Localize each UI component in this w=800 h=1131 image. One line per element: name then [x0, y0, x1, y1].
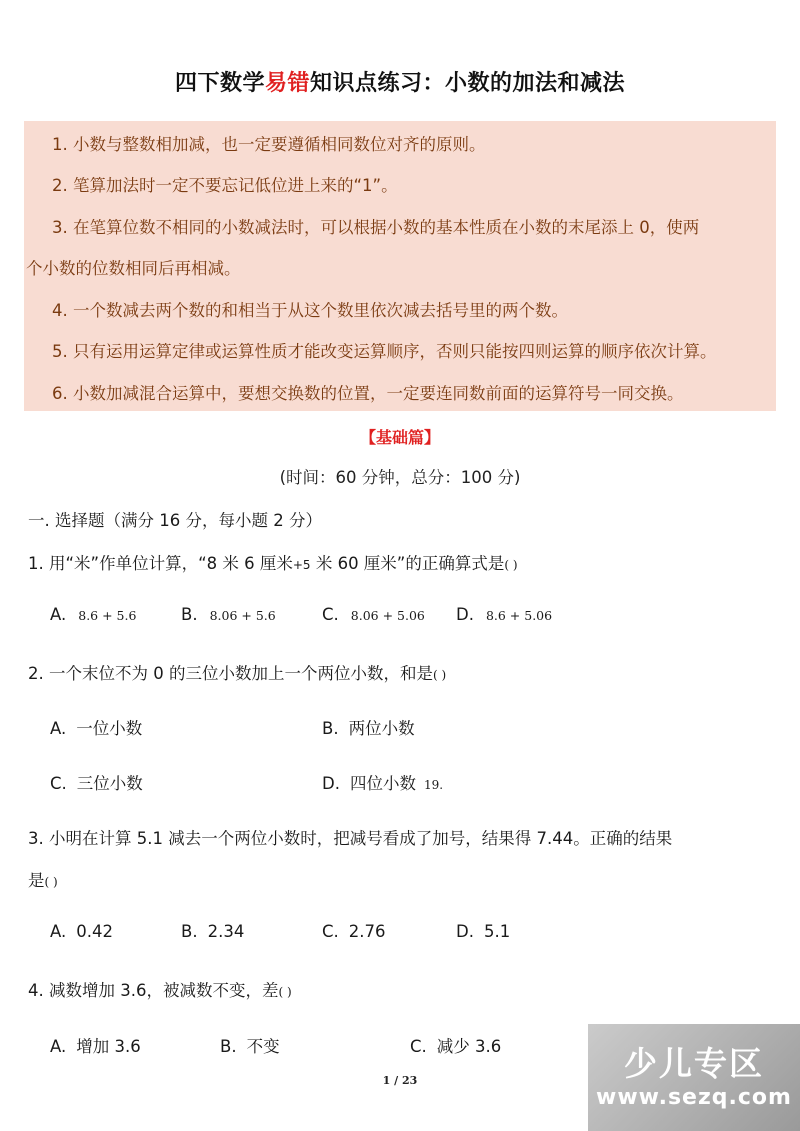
answer-blank: ( ) [278, 985, 292, 999]
tip-4: 4. 一个数减去两个数的和相当于从这个数里依次减去括号里的两个数。 [52, 301, 568, 320]
q1-option-b: B. 8.06 + 5.6 [181, 605, 276, 624]
question-4-stem: 4. 减数增加 3.6，被减数不变，差( ) [28, 981, 292, 1000]
title-highlight: 易错 [264, 71, 310, 96]
question-3-stem: 3. 小明在计算 5.1 减去一个两位小数时，把减号看成了加号，结果得 7.44。正确的结果 [28, 829, 673, 848]
stray-mark: 19. [423, 778, 444, 792]
page-number: 1 / 23 [382, 1074, 418, 1087]
title-part1: 四下数学 [174, 71, 265, 96]
page-title [0, 66, 800, 97]
q1-option-c: C. 8.06 + 5.06 [322, 605, 425, 624]
tip-1: 1. 小数与整数相加减，也一定要遵循相同数位对齐的原则。 [52, 135, 486, 154]
tip-2: 2. 笔算加法时一定不要忘记低位进上来的“1”。 [52, 176, 398, 195]
question-1-stem: 1. 用“米”作单位计算，“8 米 6 厘米+5 米 60 厘米”的正确算式是( ) [28, 554, 518, 573]
q1-option-a: A. 8.6 + 5.6 [50, 605, 137, 624]
q3-option-b: B. 2.34 [181, 922, 245, 941]
q3-option-a: A. 0.42 [50, 922, 113, 941]
tips-box [24, 121, 776, 411]
answer-blank: ( ) [432, 668, 447, 682]
watermark-url: www.sezq.com [596, 1085, 792, 1110]
answer-blank: ( ) [44, 875, 58, 889]
q4-option-a: A. 增加 3.6 [50, 1037, 141, 1056]
q2-option-c: C. 三位小数 [50, 774, 143, 793]
tip-6: 6. 小数加减混合运算中，要想交换数的位置，一定要连同数前面的运算符号一同交换。 [52, 384, 684, 403]
section-heading: 【基础篇】 [359, 428, 440, 447]
q1-option-d: D. 8.6 + 5.06 [456, 605, 553, 624]
q4-option-b: B. 不变 [220, 1037, 280, 1056]
question-3-stem-continued: 是( ) [28, 871, 58, 890]
part-heading: 一. 选择题（满分 16 分，每小题 2 分） [28, 511, 322, 530]
watermark [588, 1024, 800, 1131]
answer-blank: ( ) [504, 558, 518, 572]
tip-3: 3. 在笔算位数不相同的小数减法时，可以根据小数的基本性质在小数的末尾添上 0，使两 [52, 218, 700, 237]
title-part2: 知识点练习：小数的加法和减法 [310, 71, 626, 96]
time-info: (时间：60 分钟，总分：100 分) [279, 468, 521, 487]
q2-option-a: A. 一位小数 [50, 719, 143, 738]
watermark-logo: 少儿专区 [624, 1044, 764, 1083]
q3-option-c: C. 2.76 [322, 922, 386, 941]
q3-option-d: D. 5.1 [456, 922, 511, 941]
question-2-stem: 2. 一个末位不为 0 的三位小数加上一个两位小数，和是( ) [28, 664, 447, 683]
tip-3-continued: 个小数的位数相同后再相减。 [26, 259, 241, 278]
q4-option-c: C. 减少 3.6 [410, 1037, 502, 1056]
q2-option-b: B. 两位小数 [322, 719, 415, 738]
q2-option-d: D. 四位小数 19. [322, 774, 444, 793]
tip-5: 5. 只有运用运算定律或运算性质才能改变运算顺序，否则只能按四则运算的顺序依次计算。 [52, 342, 717, 361]
